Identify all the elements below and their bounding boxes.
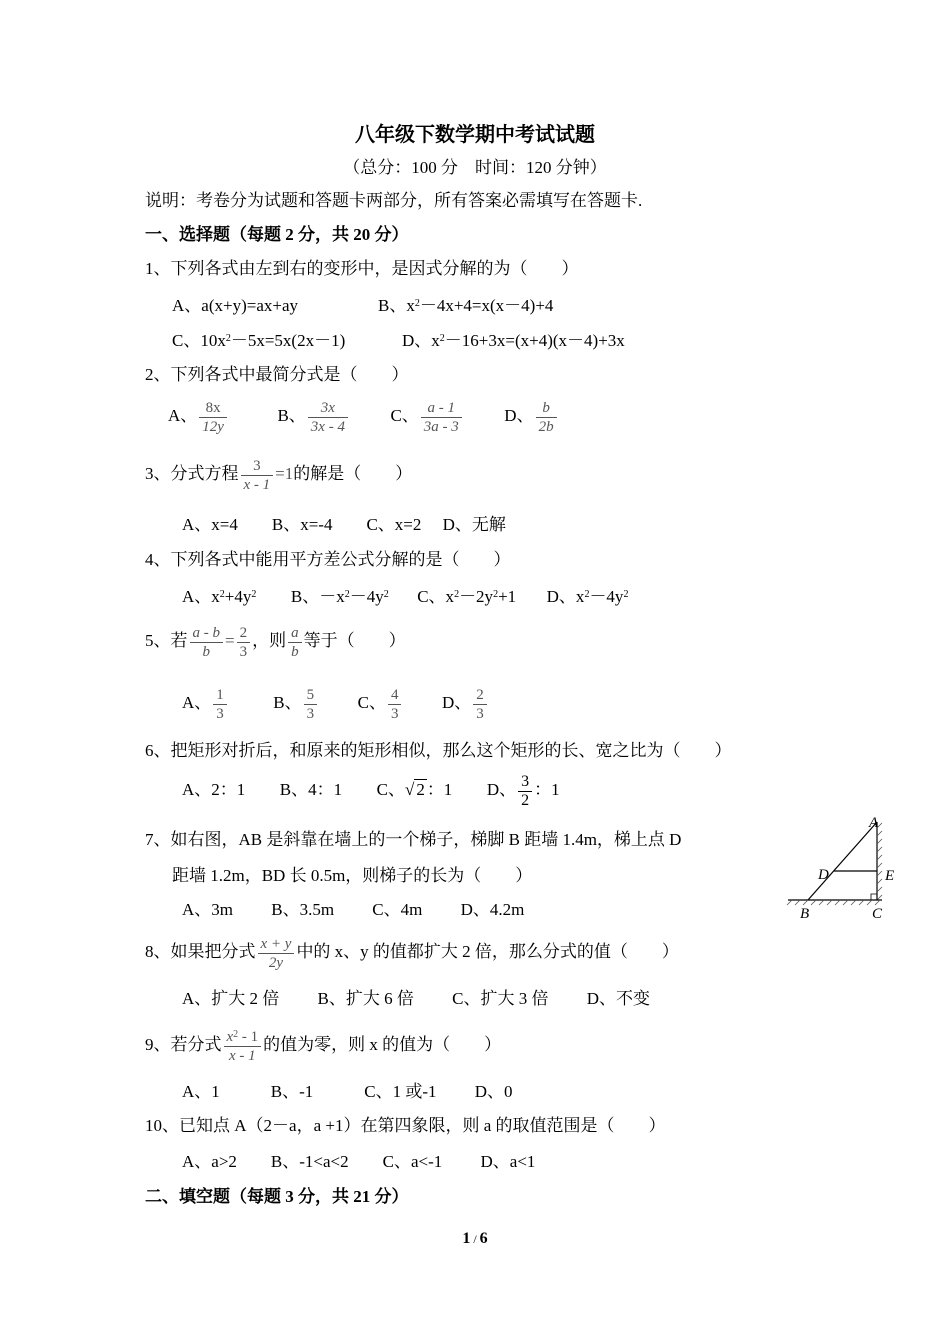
section-fill-title: 二、填空题（每题 3 分，共 21 分） (145, 1187, 409, 1206)
q2-a-fraction: $\frac{8x}{12y}$ (199, 399, 227, 436)
q8-fraction: $\frac{x + y}{2y}$ (258, 935, 295, 972)
q7-stem-line2: 距墙 1.2m，BD 长 0.5m，则梯子的长为（ ） (172, 866, 533, 885)
q5-b-fraction: $\frac{5}{3}$ (304, 686, 318, 723)
ladder-ab (808, 822, 877, 900)
q9-stem: 9、若分式 $\frac{x^2 - 1}{x - 1}$ 的值为零，则 x 的值为（ ） (145, 1028, 502, 1064)
q5-d-fraction: $\frac{2}{3}$ (473, 686, 487, 723)
q1-option-d: D、$x^2-16+3x=(x+4)(x-4)+3x$ (402, 331, 625, 350)
q7-options: A、3m B、3.5m C、4m D、4.2m (182, 900, 525, 919)
section-choice-title: 一、选择题（每题 2 分，共 20 分） (145, 225, 409, 244)
wall (877, 822, 882, 900)
q10-stem: 10、已知点 A（2－a，a +1）在第四象限，则 a 的取值范围是（ ） (145, 1116, 666, 1135)
q1-stem: 1、下列各式由左到右的变形中，是因式分解的为（ ） (145, 259, 579, 278)
q8-options: A、扩大 2 倍 B、扩大 6 倍 C、扩大 3 倍 D、不变 (182, 989, 650, 1008)
sqrt-symbol: √ 2 (404, 780, 425, 799)
q7-stem-line1: 7、如右图，AB 是斜靠在墙上的一个梯子，梯脚 B 距墙 1.4m，梯上点 D (145, 830, 682, 849)
label-e: E (885, 868, 895, 884)
q2-options: A、 $\frac{8x}{12y}$ B、 $\frac{3x}{3x - 4}$ C、 $\frac{a - 1}{3a - 3}$ D、 $\frac{b}{2b}$ (168, 396, 559, 436)
q2-stem: 2、下列各式中最简分式是（ ） (145, 365, 409, 384)
q1-option-c: C、$10x^2-5x=5x(2x-1)$ (172, 331, 346, 350)
q5-fraction-2: $\frac{2}{3}$ (237, 624, 251, 661)
q2-c-fraction: $\frac{a - 1}{3a - 3}$ (421, 399, 462, 436)
q5-a-fraction: $\frac{1}{3}$ (213, 686, 227, 723)
q5-stem: 5、若 $\frac{a - b}{b}$ = $\frac{2}{3}$ ，则 $\frac{a}{b}$ 等于（ ） (145, 624, 406, 660)
q3-fraction: $\frac{3}{x - 1}$ (241, 457, 274, 494)
label-c: C (872, 906, 883, 922)
q6-options: A、2：1 B、4：1 C、√ 2 ：1 D、 $\frac{3}{2}$ ：1 (182, 770, 560, 810)
q5-c-fraction: $\frac{4}{3}$ (388, 686, 402, 723)
page-number: 1 / 6 (462, 1230, 488, 1247)
q9-fraction: $\frac{x^2 - 1}{x - 1}$ (224, 1028, 262, 1065)
q1-option-a: A、a(x+y)=ax+ay (172, 296, 298, 315)
q2-b-fraction: $\frac{3x}{3x - 4}$ (308, 399, 348, 436)
q9-options: A、1 B、-1 C、1 或-1 D、0 (182, 1082, 513, 1101)
right-angle-mark (871, 894, 877, 900)
q4-stem: 4、下列各式中能用平方差公式分解的是（ ） (145, 550, 511, 569)
ground (787, 900, 882, 905)
q5-options: A、 $\frac{1}{3}$ B、 $\frac{5}{3}$ C、 $\frac{4}{3}$ D、 $\frac{2}{3}$ (182, 683, 489, 723)
q3-options: A、x=4 B、x=-4 C、x=2 D、无解 (182, 515, 506, 534)
page-title: 八年级下数学期中考试试题 (355, 124, 595, 146)
label-a: A (869, 815, 879, 831)
q6-stem: 6、把矩形对折后，和原来的矩形相似，那么这个矩形的长、宽之比为（ ） (145, 741, 732, 760)
q4-options: A、$x^2+4y^2$ B、$-x^2-4y^2$ C、$x^2-2y^2+1$ D、$x^2-4y^2$ (182, 587, 629, 606)
page-subtitle: （总分：100 分 时间：120 分钟） (343, 158, 607, 177)
q6-d-fraction: $\frac{3}{2}$ (518, 773, 532, 810)
q5-fraction-1: $\frac{a - b}{b}$ (190, 624, 224, 661)
q3-stem: 3、分式方程 $\frac{3}{x - 1}$ =1的解是（ ） (145, 457, 413, 493)
q10-options: A、a>2 B、-1<a<2 C、a<-1 D、a<1 (182, 1152, 536, 1171)
label-d: D (818, 867, 829, 883)
label-b: B (800, 906, 810, 922)
ladder-figure (780, 810, 900, 925)
q8-stem: 8、如果把分式 $\frac{x + y}{2y}$ 中的 x、y 的值都扩大 2 倍，那么分式的值（ ） (145, 935, 679, 971)
q2-d-fraction: $\frac{b}{2b}$ (536, 399, 557, 436)
exam-note: 说明：考卷分为试题和答题卡两部分，所有答案必需填写在答题卡. (145, 191, 643, 210)
q5-fraction-3: $\frac{a}{b}$ (288, 624, 302, 661)
q1-option-b: B、$x^2-4x+4=x(x-4)+4$ (378, 296, 554, 315)
